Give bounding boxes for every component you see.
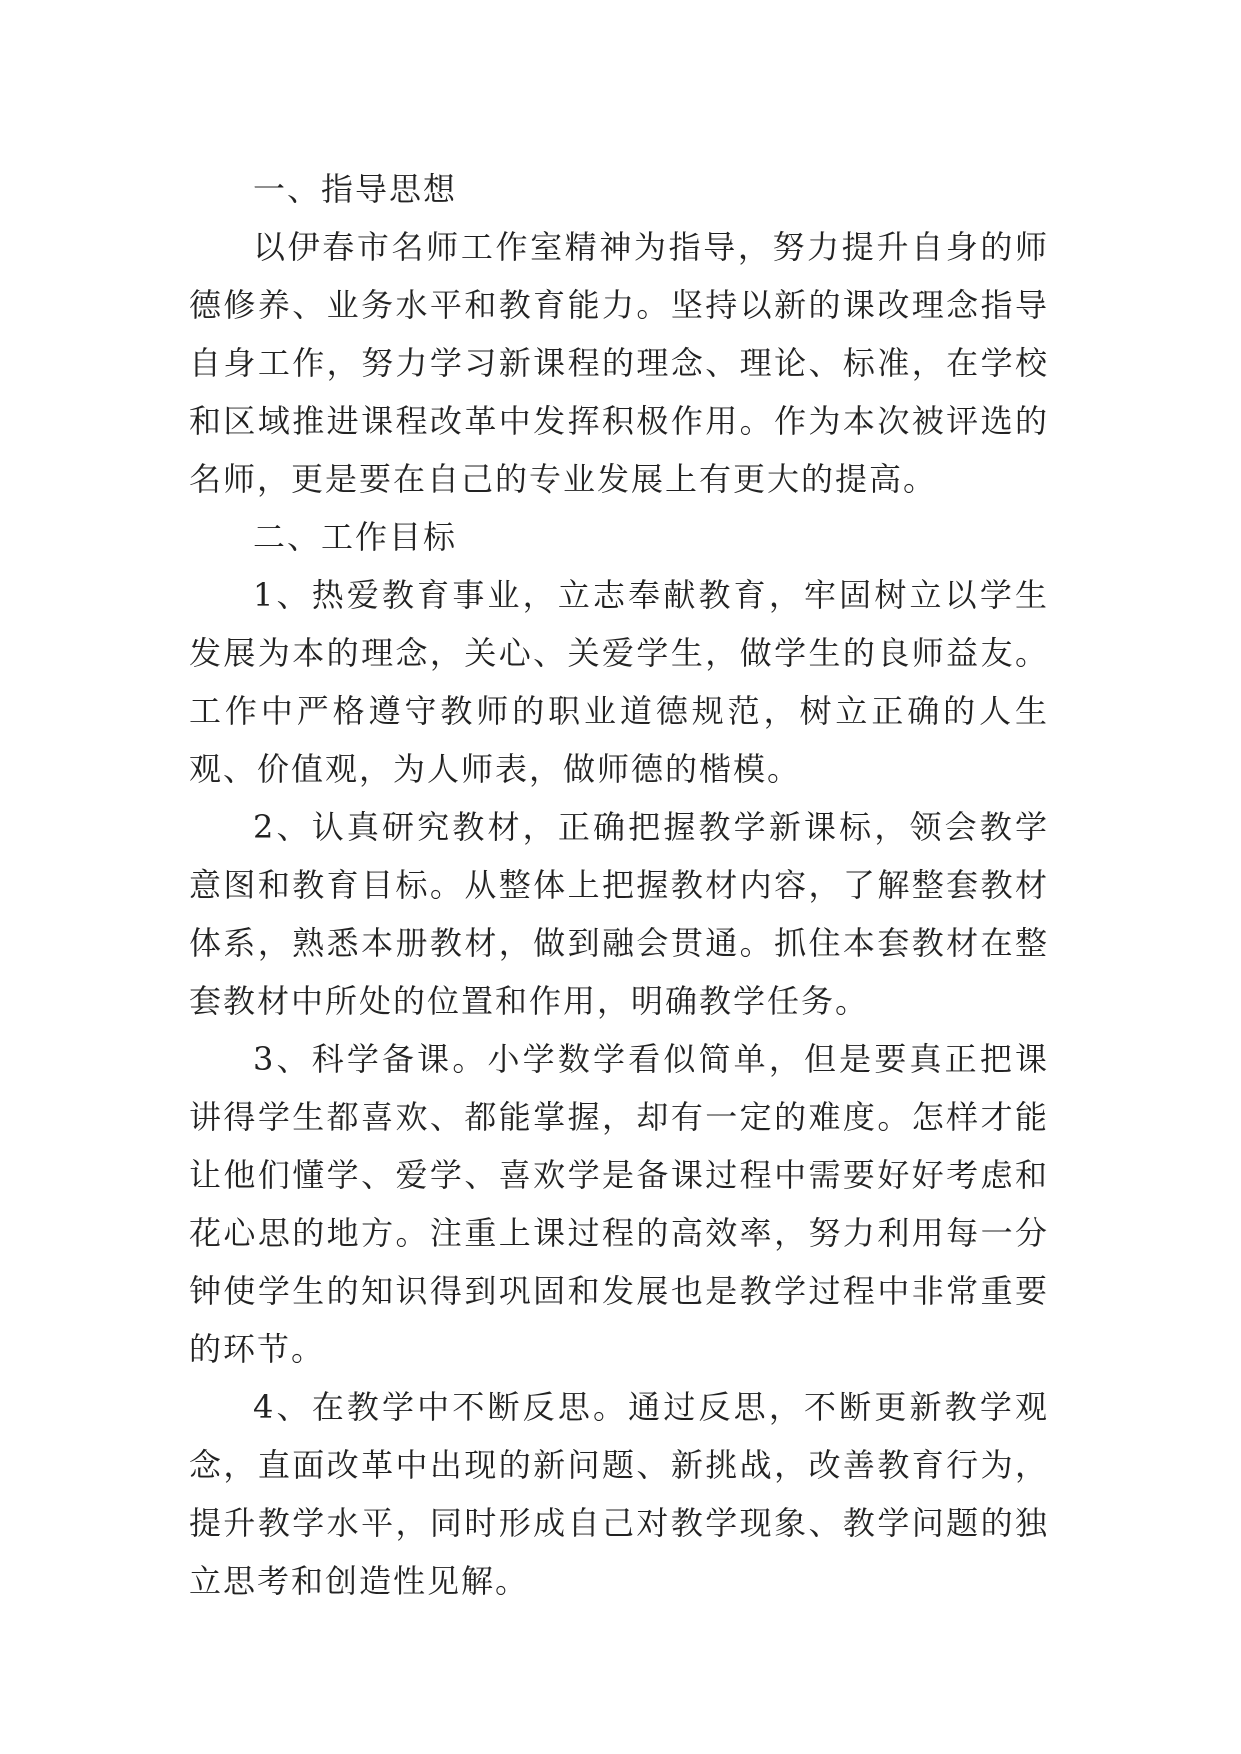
document-body: [189, 160, 1049, 1610]
paragraph-goal-2: 2、认真研究教材，正确把握教学新课标，领会教学意图和教育目标。从整体上把握教材内容，了解整套教材体系，熟悉本册教材，做到融会贯通。抓住本套教材在整套教材中所处的位置和作用，明确教学任务。: [189, 808, 1049, 1020]
section-heading-work-goals: 二、工作目标: [253, 518, 458, 556]
paragraph-goal-3: 3、科学备课。小学数学看似简单，但是要真正把课讲得学生都喜欢、都能掌握，却有一定的难度。怎样才能让他们懂学、爱学、喜欢学是备课过程中需要好好考虑和花心思的地方。注重上课过程的高效率，努力利用每一分钟使学生的知识得到巩固和发展也是教学过程中非常重要的环节。: [189, 1040, 1049, 1368]
paragraph-goal-1: 1、热爱教育事业，立志奉献教育，牢固树立以学生发展为本的理念，关心、关爱学生，做学生的良师益友。工作中严格遵守教师的职业道德规范，树立正确的人生观、价值观，为人师表，做师德的楷模。: [189, 576, 1049, 788]
paragraph-guiding-ideology: 以伊春市名师工作室精神为指导，努力提升自身的师德修养、业务水平和教育能力。坚持以新的课改理念指导自身工作，努力学习新课程的理念、理论、标准，在学校和区域推进课程改革中发挥积极作用。作为本次被评选的名师，更是要在自己的专业发展上有更大的提高。: [189, 228, 1049, 498]
section-heading-guiding-ideology: 一、指导思想: [253, 170, 458, 208]
paragraph-goal-4: 4、在教学中不断反思。通过反思，不断更新教学观念，直面改革中出现的新问题、新挑战，改善教育行为，提升教学水平，同时形成自己对教学现象、教学问题的独立思考和创造性见解。: [189, 1388, 1049, 1600]
